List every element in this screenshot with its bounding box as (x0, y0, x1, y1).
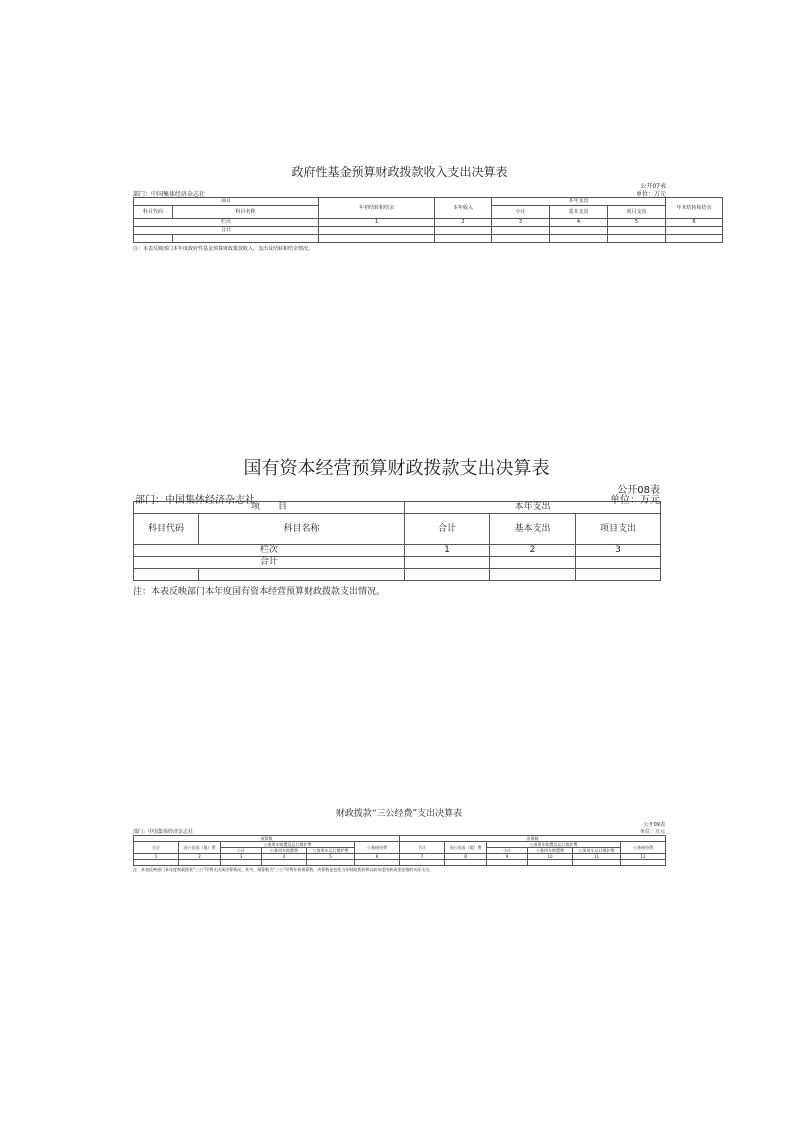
table3-header-abroad: 因公出国（境）费 (179, 842, 221, 854)
table3-header-car: 公务用车购置及运行维护费 (221, 842, 355, 848)
table2 (133, 501, 661, 581)
table1-col-num: 4 (550, 219, 608, 227)
table3-header-car-run: 公务用车运行维护费 (573, 848, 621, 854)
table1-header-project: 项目支出 (608, 206, 666, 219)
table-cell (492, 235, 550, 243)
table3-header-budget: 预算数 (134, 836, 400, 842)
table2-title: 国有资本经营预算财政拨款支出决算表 (243, 458, 550, 479)
table-cell (608, 227, 666, 235)
table2-unit: 单位：万元 (610, 495, 660, 506)
table-cell (262, 860, 307, 866)
table1-header-begin: 年初结转和结余 (319, 198, 435, 219)
table2-section (133, 457, 660, 597)
table3-header-abroad: 因公出国（境）费 (445, 842, 487, 854)
table-cell (490, 569, 576, 581)
table3-meta (133, 821, 665, 835)
table3-form-no: 公开09表 (643, 822, 665, 828)
table3-row-empty (134, 860, 666, 866)
table3-header-car-buy: 公务用车购置费 (528, 848, 573, 854)
table3-col-num: 11 (573, 854, 621, 860)
table2-note: 注：本表反映部门本年度国有资本经营预算财政拨款支出情况。 (133, 587, 386, 597)
table1-col-num: 1 (319, 219, 435, 227)
table-cell (134, 235, 173, 243)
table-cell (608, 235, 666, 243)
table2-row-total (134, 557, 661, 569)
table2-col-num: 3 (576, 545, 661, 557)
table1-section (133, 163, 712, 252)
table1-total-label: 合计 (134, 227, 319, 235)
table-cell (355, 860, 400, 866)
table-cell (576, 557, 661, 569)
table1 (133, 197, 723, 243)
table-cell (173, 235, 319, 243)
table3-header-reception: 公务接待费 (621, 842, 666, 854)
table2-header-code: 科目代码 (134, 514, 199, 545)
table3-col-num: 4 (262, 854, 307, 860)
table-cell (435, 235, 492, 243)
table1-meta (133, 181, 666, 197)
table2-form-no: 公开08表 (617, 485, 660, 496)
table3-header-car-run: 公务用车运行维护费 (307, 848, 355, 854)
table-cell (621, 860, 666, 866)
table3-section (133, 807, 665, 873)
table3-col-num: 8 (445, 854, 487, 860)
table-cell (400, 860, 445, 866)
table1-note: 注：本表反映部门本年度政府性基金预算财政拨款收入、支出及结转和结余情况。 (133, 246, 314, 252)
table-cell (666, 235, 723, 243)
table3-col-num: 9 (487, 854, 528, 860)
table1-col-num: 6 (666, 219, 723, 227)
table-cell (199, 569, 405, 581)
table1-header-basic: 基本支出 (550, 206, 608, 219)
table2-row-lanci (134, 545, 661, 557)
table3-col-num: 6 (355, 854, 400, 860)
table3-dept: 部门：中国集体经济杂志社 (133, 829, 194, 835)
table1-header-expenditure: 本年支出 (492, 198, 666, 206)
table3-title: 财政拨款“三公经费”支出决算表 (335, 809, 463, 819)
table3-header-subtotal: 小计 (487, 848, 528, 854)
table-cell (435, 227, 492, 235)
table1-header-code: 科目代码 (134, 206, 173, 219)
table-cell (492, 227, 550, 235)
table-cell (528, 860, 573, 866)
table1-unit: 单位：万元 (635, 191, 666, 198)
table2-header-project: 项目支出 (576, 514, 661, 545)
table-cell (666, 227, 723, 235)
table2-header-item: 项 目 (134, 502, 405, 514)
table2-dept: 部门：中国集体经济杂志社 (135, 495, 255, 506)
table2-header-total: 合计 (405, 514, 490, 545)
table-cell (487, 860, 528, 866)
table1-header-income: 本年收入 (435, 198, 492, 219)
table1-row-lanci (134, 219, 723, 227)
table-cell (134, 569, 199, 581)
table3-header-total: 合计 (134, 842, 179, 854)
table-cell (576, 569, 661, 581)
table1-row-empty (134, 235, 723, 243)
table1-header-subtotal: 小计 (492, 206, 550, 219)
table1-header-item: 项目 (134, 198, 319, 206)
table1-col-num: 3 (492, 219, 550, 227)
table-cell (134, 860, 179, 866)
table1-col-num: 5 (608, 219, 666, 227)
table3-header-car: 公务用车购置及运行维护费 (487, 842, 621, 848)
table1-header-name: 科目名称 (173, 206, 319, 219)
table-cell (573, 860, 621, 866)
table3 (133, 835, 666, 866)
table3-note: 注：本表反映部门本年度财政拨款“三公”经费支出预决算情况。其中，预算数为“三公”经费年初预算数，决算数是包括当年财政拨款和以前年度结转资金安排的实际支出。 (133, 867, 434, 872)
table-cell (179, 860, 221, 866)
table2-row-empty (134, 569, 661, 581)
table1-dept: 部门：中国集体经济杂志社 (133, 191, 206, 198)
table3-header-final: 决算数 (400, 836, 666, 842)
table-cell (550, 235, 608, 243)
table3-header-car-buy: 公务用车购置费 (262, 848, 307, 854)
table-cell (550, 227, 608, 235)
table-cell (221, 860, 262, 866)
table3-col-num: 3 (221, 854, 262, 860)
table-cell (405, 569, 490, 581)
table1-form-no: 公开07表 (640, 183, 666, 190)
table-cell (445, 860, 487, 866)
table3-col-num: 1 (134, 854, 179, 860)
table3-header-total: 合计 (400, 842, 445, 854)
table1-header-end: 年末结转和结余 (666, 198, 723, 219)
table3-header-reception: 公务接待费 (355, 842, 400, 854)
table2-header-expenditure: 本年支出 (405, 502, 661, 514)
table-cell (319, 235, 435, 243)
table2-col-num: 1 (405, 545, 490, 557)
table-cell (307, 860, 355, 866)
table2-meta (133, 481, 660, 506)
table2-lanci-label: 栏次 (134, 545, 405, 557)
table2-header-basic: 基本支出 (490, 514, 576, 545)
table-cell (405, 557, 490, 569)
table3-col-num: 10 (528, 854, 573, 860)
table2-header-name: 科目名称 (199, 514, 405, 545)
table2-col-num: 2 (490, 545, 576, 557)
table-cell (490, 557, 576, 569)
table1-lanci-label: 栏次 (134, 219, 319, 227)
table3-header-subtotal: 小计 (221, 848, 262, 854)
table3-unit: 单位：万元 (639, 829, 665, 835)
table-cell (319, 227, 435, 235)
table3-col-num: 5 (307, 854, 355, 860)
table3-col-num: 2 (179, 854, 221, 860)
table1-col-num: 2 (435, 219, 492, 227)
table1-row-total (134, 227, 723, 235)
table3-col-num: 7 (400, 854, 445, 860)
table1-title: 政府性基金预算财政拨款收入支出决算表 (291, 165, 508, 179)
table2-total-label: 合计 (134, 557, 405, 569)
table3-col-num: 12 (621, 854, 666, 860)
